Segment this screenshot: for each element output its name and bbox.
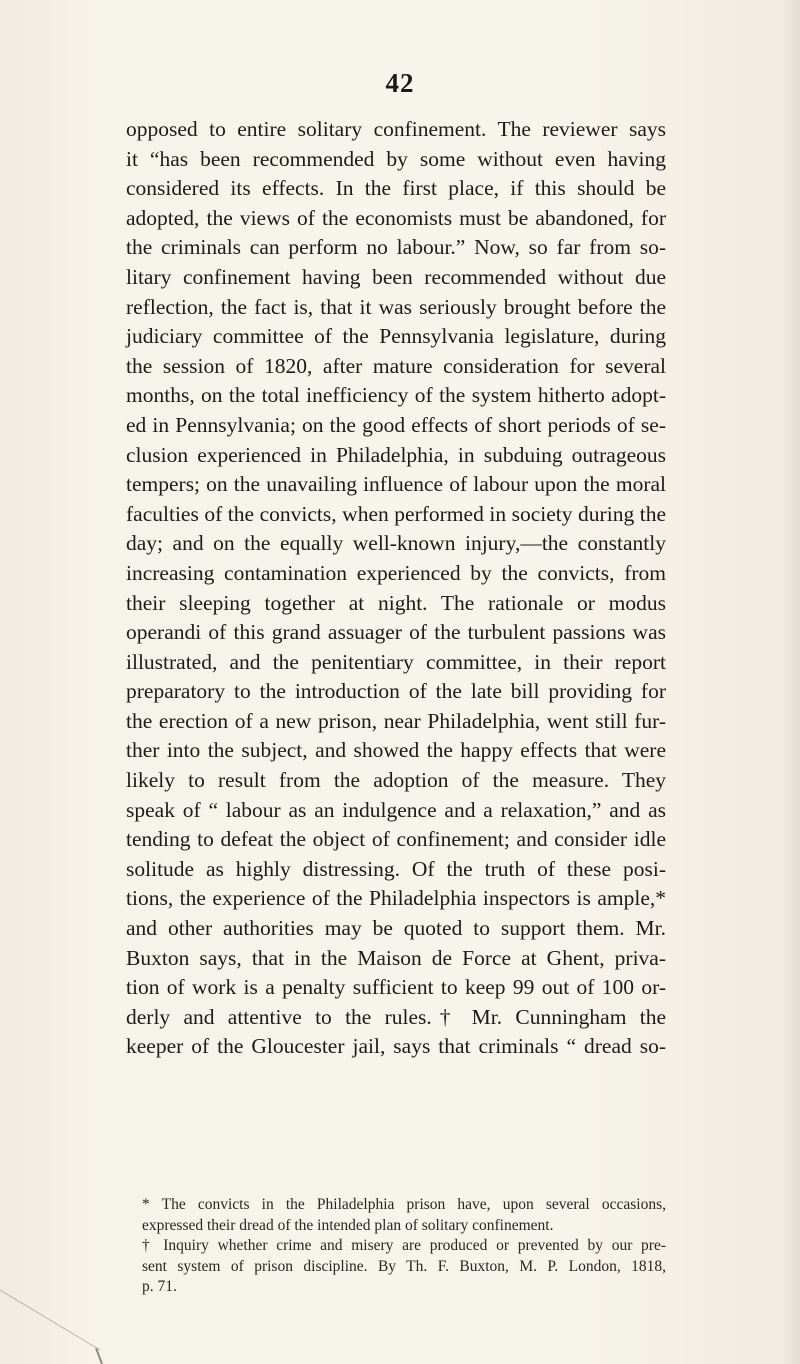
text-line: judiciary committee of the Pennsylvania legislature, during: [126, 324, 666, 349]
text-line: clusion experienced in Philadelphia, in subduing outrageous: [126, 442, 666, 467]
footnotes: [126, 1195, 666, 1298]
text-line: keeper of the Gloucester jail, says that criminals “ dread so-: [126, 1034, 666, 1059]
text-line: considered its effects. In the first place, if this should be: [126, 176, 666, 201]
text-line: the session of 1820, after mature consideration for several: [126, 353, 666, 378]
text-line: their sleeping together at night. The rationale or modus: [126, 590, 666, 615]
text-line: ther into the subject, and showed the happy effects that were: [126, 738, 666, 763]
text-line: day; and on the equally well-known injury,—the constantly: [126, 531, 666, 556]
footnote-dagger: [126, 1236, 666, 1298]
text-line: likely to result from the adoption of the measure. They: [126, 768, 666, 793]
page-number: 42: [385, 68, 415, 98]
text-line: the criminals can perform no labour.” Now, so far from so-: [126, 235, 666, 260]
footnote-line: * The convicts in the Philadelphia prison have, upon several occasions,: [142, 1196, 666, 1213]
text-line: increasing contamination experienced by the convicts, from: [126, 560, 666, 585]
text-line: adopted, the views of the economists must be abandoned, for: [126, 205, 666, 230]
footnote-line: expressed their dread of the intended plan of solitary confinement.: [142, 1216, 554, 1234]
text-line: and other authorities may be quoted to support them. Mr.: [126, 916, 666, 941]
text-line: reflection, the fact is, that it was seriously brought before the: [126, 294, 666, 319]
page-fold-mark: [0, 1290, 120, 1364]
footnote-asterisk: [126, 1195, 666, 1236]
text-line: illustrated, and the penitentiary committee, in their report: [126, 649, 666, 674]
text-line: solitude as highly distressing. Of the truth of these posi-: [126, 856, 666, 881]
text-line: operandi of this grand assuager of the turbulent passions was: [126, 620, 666, 645]
text-line: tempers; on the unavailing influence of labour upon the moral: [126, 472, 666, 497]
text-line: tions, the experience of the Philadelphia inspectors is ample,*: [126, 886, 666, 911]
body-text: [126, 115, 666, 1062]
text-line: derly and attentive to the rules.† Mr. Cunningham the: [126, 1004, 666, 1029]
text-line: it “has been recommended by some without even having: [126, 146, 666, 171]
text-line: tion of work is a penalty sufficient to keep 99 out of 100 or-: [126, 975, 666, 1000]
footnote-line: p. 71.: [142, 1278, 177, 1295]
text-line: faculties of the convicts, when performed in society during the: [126, 501, 666, 526]
text-line: speak of “ labour as an indulgence and a relaxation,” and as: [126, 797, 666, 822]
text-line: litary confinement having been recommended without due: [126, 264, 666, 289]
text-line: Buxton says, that in the Maison de Force at Ghent, priva-: [126, 945, 666, 970]
page-edge-shadow: [782, 0, 800, 1364]
text-line: months, on the total inefficiency of the system hitherto adopt-: [126, 383, 666, 408]
text-line: preparatory to the introduction of the late bill providing for: [126, 679, 666, 704]
text-line: tending to defeat the object of confinement; and consider idle: [126, 827, 666, 852]
footnote-line: † Inquiry whether crime and misery are produced or prevented by our pre-: [142, 1237, 666, 1254]
text-line: ed in Pennsylvania; on the good effects of short periods of se-: [126, 412, 666, 437]
text-line: the erection of a new prison, near Philadelphia, went still fur-: [126, 708, 666, 733]
footnote-line: sent system of prison discipline. By Th. F. Buxton, M. P. London, 1818,: [142, 1257, 666, 1275]
text-line: opposed to entire solitary confinement. The reviewer says: [126, 117, 666, 141]
